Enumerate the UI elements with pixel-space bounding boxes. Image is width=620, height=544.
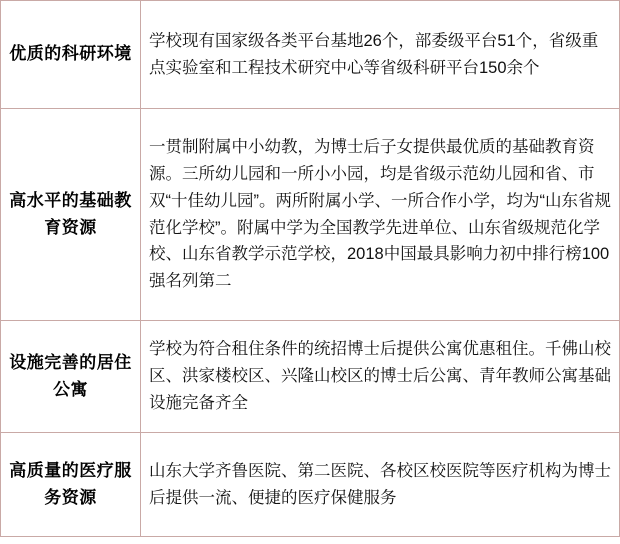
row-label-text: 设施完善的居住公寓	[9, 353, 132, 399]
table-row	[1, 109, 620, 321]
row-label-cell	[1, 1, 141, 109]
row-description-text: 一贯制附属中小幼教，为博士后子女提供最优质的基础教育资源。三所幼儿园和一所小小园，均是省级示范幼儿园和省、市双“十佳幼儿园”。两所附属小学、一所合作小学，均为“山东省规范化学校”。附属中学为全国教学先进单位、山东省级规范化学校、山东省教学示范学校，2018中国最具影响力初中排行榜100强名列第二	[149, 138, 611, 290]
table-row	[1, 321, 620, 433]
row-description-text: 山东大学齐鲁医院、第二医院、各校区校医院等医疗机构为博士后提供一流、便捷的医疗保健服务	[149, 461, 611, 507]
row-label-text: 优质的科研环境	[9, 44, 132, 64]
row-description-cell	[141, 109, 620, 321]
row-label-cell	[1, 433, 141, 537]
row-label-cell	[1, 109, 141, 321]
row-description-cell	[141, 1, 620, 109]
row-description-text: 学校现有国家级各类平台基地26个，部委级平台51个，省级重点实验室和工程技术研究中心等省级科研平台150余个	[149, 31, 599, 77]
row-description-cell	[141, 433, 620, 537]
row-label-text: 高质量的医疗服务资源	[9, 461, 132, 507]
row-description-text: 学校为符合租住条件的统招博士后提供公寓优惠租住。千佛山校区、洪家楼校区、兴隆山校区的博士后公寓、青年教师公寓基础设施完备齐全	[149, 340, 611, 412]
table-row	[1, 1, 620, 109]
row-label-cell	[1, 321, 141, 433]
table-row	[1, 433, 620, 537]
benefits-table-body	[1, 1, 620, 537]
row-label-text: 高水平的基础教育资源	[9, 191, 132, 237]
row-description-cell	[141, 321, 620, 433]
